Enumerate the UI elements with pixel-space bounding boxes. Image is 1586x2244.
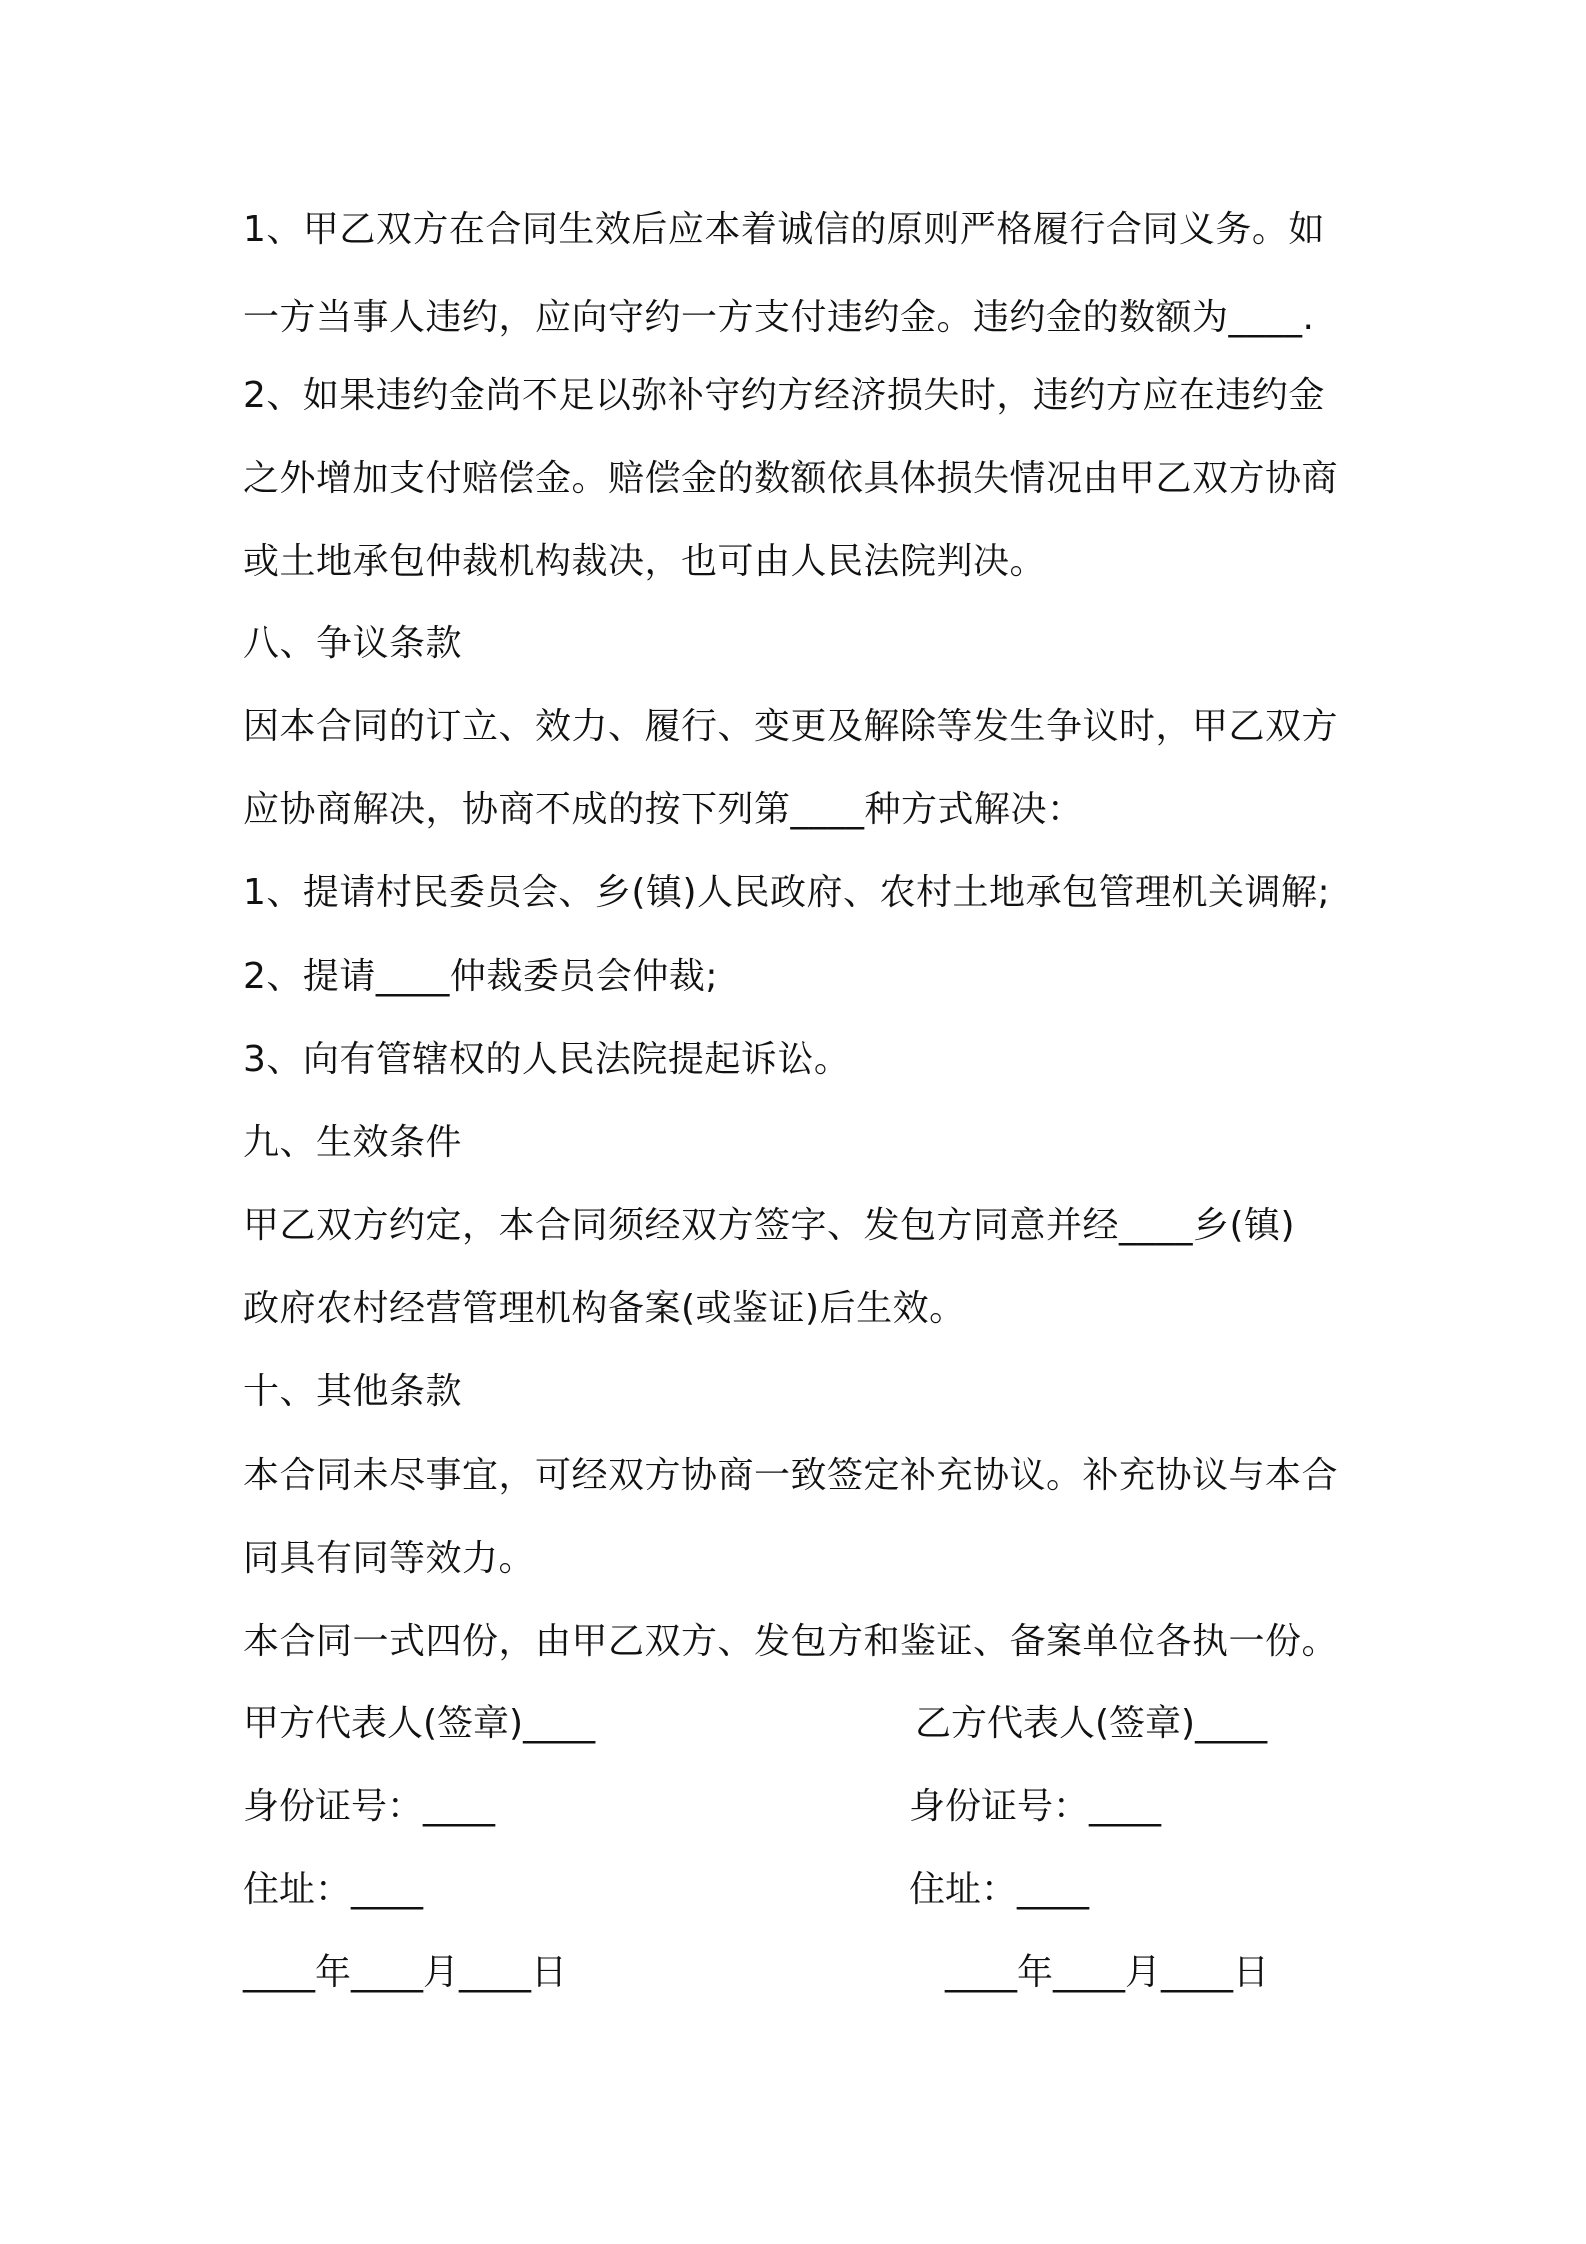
- clause-line-4: 之外增加支付赔偿金。赔偿金的数额依具体损失情况由甲乙双方协商: [243, 458, 1339, 499]
- section-heading-10: 十、其他条款: [243, 1371, 463, 1412]
- clause-line-3: 2、如果违约金尚不足以弥补守约方经济损失时，违约方应在违约金: [243, 375, 1325, 416]
- clause-line-2: 一方当事人违约，应向守约一方支付违约金。违约金的数额为____.: [243, 297, 1315, 338]
- clause-line-6: 因本合同的订立、效力、履行、变更及解除等发生争议时，甲乙双方: [243, 706, 1339, 747]
- party-b-id-number: 身份证号：____: [909, 1786, 1162, 1827]
- party-a-representative: 甲方代表人(签章)____: [243, 1703, 596, 1744]
- clause-line-13: 本合同未尽事宜，可经双方协商一致签定补充协议。补充协议与本合: [243, 1455, 1339, 1496]
- party-b-date: ____年____月____日: [945, 1952, 1270, 1993]
- clause-line-7: 应协商解决，协商不成的按下列第____种方式解决：: [243, 789, 1084, 830]
- clause-line-12: 政府农村经营管理机构备案(或鉴证)后生效。: [243, 1288, 966, 1329]
- party-a-address: 住址：____: [243, 1869, 424, 1910]
- section-heading-8: 八、争议条款: [243, 623, 463, 664]
- section-heading-9: 九、生效条件: [243, 1122, 463, 1163]
- clause-line-10: 3、向有管辖权的人民法院提起诉讼。: [243, 1039, 851, 1080]
- clause-line-9: 2、提请____仲裁委员会仲裁;: [243, 956, 719, 997]
- clause-line-15: 本合同一式四份，由甲乙双方、发包方和鉴证、备案单位各执一份。: [243, 1621, 1339, 1662]
- party-b-address: 住址：____: [909, 1869, 1090, 1910]
- clause-line-14: 同具有同等效力。: [243, 1538, 536, 1579]
- clause-line-1: 1、甲乙双方在合同生效后应本着诚信的原则严格履行合同义务。如: [243, 209, 1325, 250]
- party-a-id-number: 身份证号：____: [243, 1786, 496, 1827]
- party-a-date: ____年____月____日: [243, 1952, 568, 1993]
- clause-line-11: 甲乙双方约定，本合同须经双方签字、发包方同意并经____乡(镇): [243, 1205, 1296, 1246]
- party-b-representative: 乙方代表人(签章)____: [915, 1703, 1268, 1744]
- clause-line-5: 或土地承包仲裁机构裁决，也可由人民法院判决。: [243, 541, 1047, 582]
- clause-line-8: 1、提请村民委员会、乡(镇)人民政府、农村土地承包管理机关调解;: [243, 872, 1331, 913]
